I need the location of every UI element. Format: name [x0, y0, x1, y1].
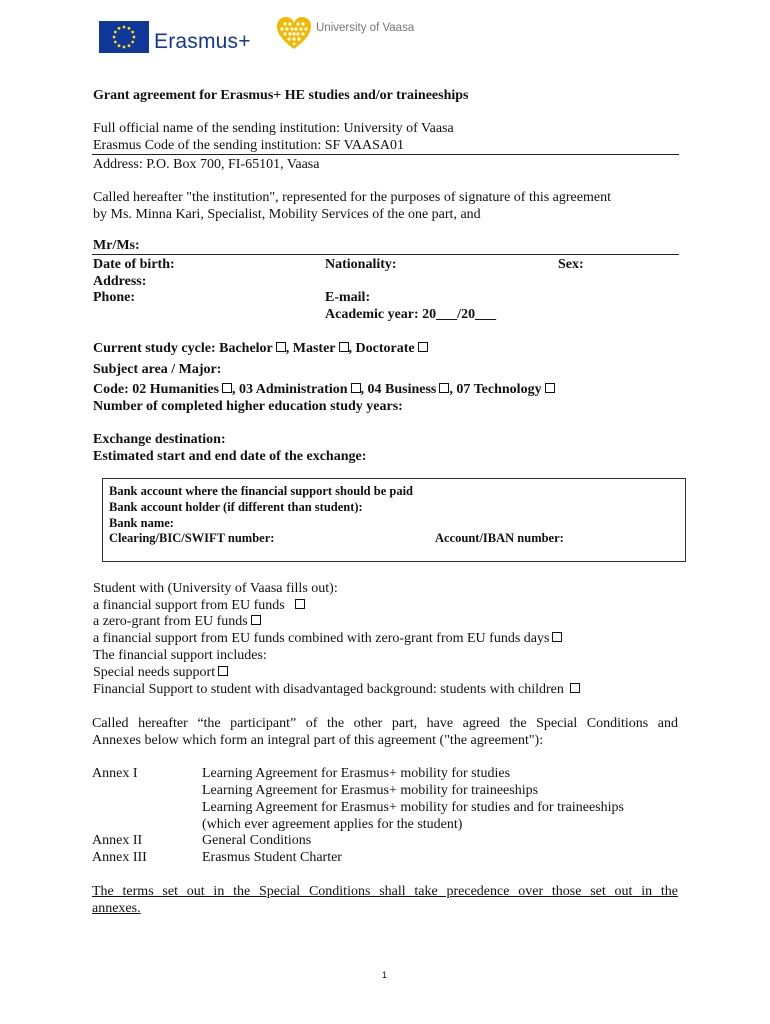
annex-item: (which ever agreement applies for the student)	[202, 817, 463, 832]
institution-name: Full official name of the sending institution: University of Vaasa	[93, 121, 454, 136]
zero-grant-label: a zero-grant from EU funds	[93, 614, 248, 629]
field-code-line	[93, 381, 555, 398]
terms-line2: annexes.	[92, 901, 141, 916]
exchange-dates-label: Estimated start and end date of the exchange:	[93, 449, 367, 464]
annex-item: Learning Agreement for Erasmus+ mobility for traineeships	[202, 783, 539, 798]
mrms-label: Mr/Ms:	[93, 238, 140, 253]
annex-label: Annex III	[92, 850, 147, 865]
eu-funds-label: a financial support from EU funds	[93, 598, 285, 613]
technology-label: , 07 Technology	[449, 382, 542, 397]
phone-label: Phone:	[93, 290, 135, 305]
eu-funds-checkbox[interactable]	[295, 599, 305, 609]
bank-holder-label: Bank account holder (if different than student):	[109, 500, 363, 514]
nationality-label: Nationality:	[325, 257, 397, 272]
study-years-label: Number of completed higher education study years:	[93, 399, 403, 414]
called-participant-line2: Annexes below which form an integral part of this agreement ("the agreement"):	[92, 733, 544, 748]
support-intro: Student with (University of Vaasa fills out):	[93, 581, 338, 596]
bank-account-label: Bank account where the financial support should be paid	[109, 484, 413, 498]
bank-account-box	[102, 478, 686, 562]
disadvantaged-checkbox[interactable]	[570, 683, 580, 693]
eu-flag-icon	[99, 21, 149, 53]
special-needs-label: Special needs support	[93, 665, 216, 680]
sex-label: Sex:	[558, 257, 584, 272]
bank-name-label: Bank name:	[109, 516, 174, 530]
support-includes-label: The financial support includes:	[93, 648, 267, 663]
iban-label: Account/IBAN number:	[435, 531, 564, 545]
study-cycle-label: Current study cycle: Bachelor	[93, 341, 273, 356]
administration-label: , 03 Administration	[232, 382, 348, 397]
bachelor-checkbox[interactable]	[276, 342, 286, 352]
zero-grant-checkbox[interactable]	[251, 615, 261, 625]
called-institution-line1: Called hereafter "the institution", represented for the purposes of signature of this agreement	[93, 190, 611, 205]
university-logo-icon	[276, 16, 312, 55]
document-title: Grant agreement for Erasmus+ HE studies and/or traineeships	[93, 88, 469, 103]
dob-label: Date of birth:	[93, 257, 175, 272]
divider-line	[92, 154, 679, 155]
annex-item: Learning Agreement for Erasmus+ mobility for studies	[202, 766, 511, 781]
email-label: E-mail:	[325, 290, 371, 305]
special-needs-line	[93, 664, 228, 681]
disadvantaged-line	[93, 681, 580, 698]
humanities-checkbox[interactable]	[222, 383, 232, 393]
master-checkbox[interactable]	[339, 342, 349, 352]
doctorate-checkbox[interactable]	[418, 342, 428, 352]
erasmus-logo-text: Erasmus+	[154, 30, 251, 53]
address-label: Address:	[93, 274, 147, 289]
institution-address: Address: P.O. Box 700, FI-65101, Vaasa	[93, 157, 320, 172]
divider-line	[92, 254, 679, 255]
combined-checkbox[interactable]	[552, 632, 562, 642]
subject-area-label: Subject area / Major:	[93, 362, 222, 377]
eu-funds-line	[93, 597, 305, 614]
combined-line	[93, 630, 562, 647]
annex-item: Learning Agreement for Erasmus+ mobility for studies and for traineeships	[202, 800, 624, 815]
academic-year-label: Academic year: 20___/20___	[325, 307, 497, 322]
annex-label: Annex II	[92, 833, 143, 848]
special-needs-checkbox[interactable]	[218, 666, 228, 676]
called-participant-line1: Called hereafter “the participant” of the other part, have agreed the Special Conditions and	[92, 716, 678, 731]
business-label: , 04 Business	[360, 382, 437, 397]
combined-label: a financial support from EU funds combined with zero-grant from EU funds days	[93, 631, 550, 646]
annex-label: Annex I	[92, 766, 138, 781]
business-checkbox[interactable]	[439, 383, 449, 393]
called-institution-line2: by Ms. Minna Kari, Specialist, Mobility Services of the one part, and	[93, 207, 481, 222]
annex-item: General Conditions	[202, 833, 312, 848]
administration-checkbox[interactable]	[351, 383, 361, 393]
university-logo-text: University of Vaasa	[316, 22, 415, 34]
terms-line1: The terms set out in the Special Conditions shall take precedence over those set out in the	[92, 884, 678, 899]
annex-item: Erasmus Student Charter	[202, 850, 342, 865]
study-cycle-line	[93, 340, 428, 357]
exchange-destination-label: Exchange destination:	[93, 432, 226, 447]
master-label: , Master	[285, 341, 336, 356]
swift-label: Clearing/BIC/SWIFT number:	[109, 531, 275, 545]
technology-checkbox[interactable]	[545, 383, 555, 393]
doctorate-label: , Doctorate	[348, 341, 415, 356]
zero-grant-line	[93, 613, 261, 630]
institution-code: Erasmus Code of the sending institution: SF VAASA01	[93, 138, 405, 153]
page-number: 1	[382, 970, 388, 980]
humanities-label: Code: 02 Humanities	[93, 382, 219, 397]
disadvantaged-label: Financial Support to student with disadvantaged background: students with children	[93, 682, 564, 697]
